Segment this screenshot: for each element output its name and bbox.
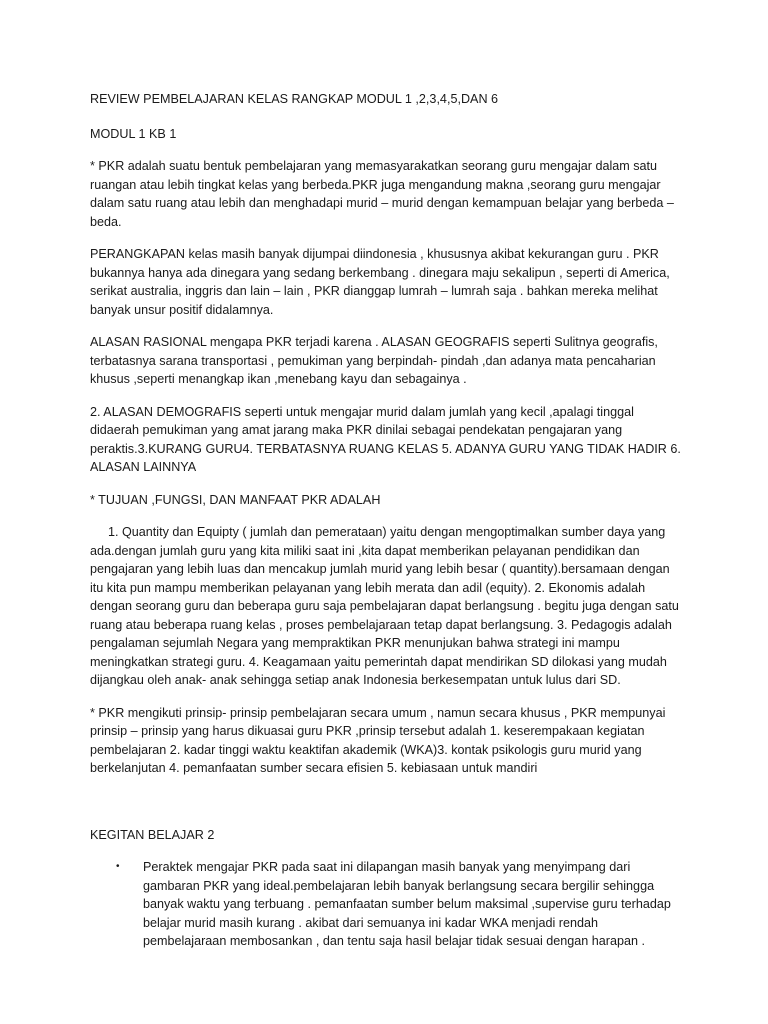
bullet-item [90, 858, 682, 951]
document-title: REVIEW PEMBELAJARAN KELAS RANGKAP MODUL 1 ,2,3,4,5,DAN 6 [90, 92, 499, 106]
document-page [90, 90, 682, 951]
paragraph-alasan-demografis: 2. ALASAN DEMOGRAFIS seperti untuk mengajar murid dalam jumlah yang kecil ,apalagi tinggal didaerah pemukiman yang amat jarang maka PKR dinilai sebagai pendekatan pengajaran yang peraktis.3.KURANG GURU4. TERBATASNYA RUANG KELAS 5. ADANYA GURU YANG TIDAK HADIR 6. ALASAN LAINNYA [90, 404, 681, 474]
kb2-heading: KEGITAN BELAJAR 2 [90, 827, 215, 842]
paragraph-tujuan-list: 1. Quantity dan Equipty ( jumlah dan pemerataan) yaitu dengan mengoptimalkan sumber daya yang ada.dengan jumlah guru yang kita miliki saat ini ,kita dapat memberikan pelayanan pendidikan dan pengajaran yang lebih luas dan mencakup jumlah murid yang lebih besar ( quantity).bersamaan dengan itu kita pun mampu memberikan pelayanan yang lebih merata dan adil (equity). 2. Ekonomis adalah dengan seorang guru dan beberapa guru saja pembelajaran dapat berlangsung . begitu juga dengan satu ruang atau beberapa ruang kelas , proses pembelajaraan tetap dapat berlangsung. 3. Pedagogis adalah pengalaman sejumlah Negara yang mempraktikan PKR menunjukan bahwa strategi ini mampu meningkatkan strategi guru. 4. Keagamaan yaitu pemerintah dapat mendirikan SD dilokasi yang mudah dijangkau oleh anak- anak sehingga setiap anak Indonesia berkesempatan untuk lulus dari SD. [90, 525, 679, 687]
bullet-text: Peraktek mengajar PKR pada saat ini dilapangan masih banyak yang menyimpang dari gambaran PKR yang ideal.pembelajaran lebih banyak berlangsung secara bergilir sehingga banyak waktu yang terbuang . pemanfaatan sumber belum maksimal ,supervise guru terhadap belajar murid masih kurang . akibat dari semuanya ini kadar WKA menjadi rendah pembelajaraan membosankan , dan tentu saja hasil belajar tidak sesuai dengan harapan . [143, 860, 671, 948]
section-spacer [90, 792, 682, 826]
paragraph-pkr-definition: * PKR adalah suatu bentuk pembelajaran yang memasyarakatkan seorang guru mengajar dalam satu ruangan atau lebih tingkat kelas yang berbeda.PKR juga mengandung makna ,seorang guru mengajar dalam satu ruang atau lebih dan menghadapi murid – murid dengan kemampuan belajar yang berbeda – beda. [90, 159, 674, 229]
paragraph-prinsip: * PKR mengikuti prinsip- prinsip pembelajaran secara umum , namun secara khusus , PKR mempunyai prinsip – prinsip yang harus dikuasai guru PKR ,prinsip tersebut adalah 1. keserempakaan kegiatan pembelajaran 2. kadar tinggi waktu keaktifan akademik (WKA)3. kontak psikologis guru murid yang berkelanjutan 4. pemanfaatan sumber secara efisien 5. kebiasaan untuk mandiri [90, 705, 666, 775]
bullet-icon: • [116, 861, 120, 872]
paragraph-alasan-rasional: ALASAN RASIONAL mengapa PKR terjadi karena . ALASAN GEOGRAFIS seperti Sulitnya geografis, terbatasnya sarana transportasi , pemukiman yang berpindah- pindah ,dan adanya mata pencaharian khusus ,seperti menangkap ikan ,menebang kayu dan sebagainya . [90, 335, 658, 386]
paragraph-tujuan-heading: * TUJUAN ,FUNGSI, DAN MANFAAT PKR ADALAH [90, 492, 381, 507]
modul-heading: MODUL 1 KB 1 [90, 126, 177, 141]
paragraph-perangkapan: PERANGKAPAN kelas masih banyak dijumpai diindonesia , khususnya akibat kekurangan guru . PKR bukannya hanya ada dinegara yang sedang berkembang . dinegara maju sekalipun , seperti di America, serikat australia, inggris dan lain – lain , PKR dianggap lumrah – lumrah saja . bahkan mereka melihat banyak unsur positif didalamnya. [90, 247, 670, 317]
